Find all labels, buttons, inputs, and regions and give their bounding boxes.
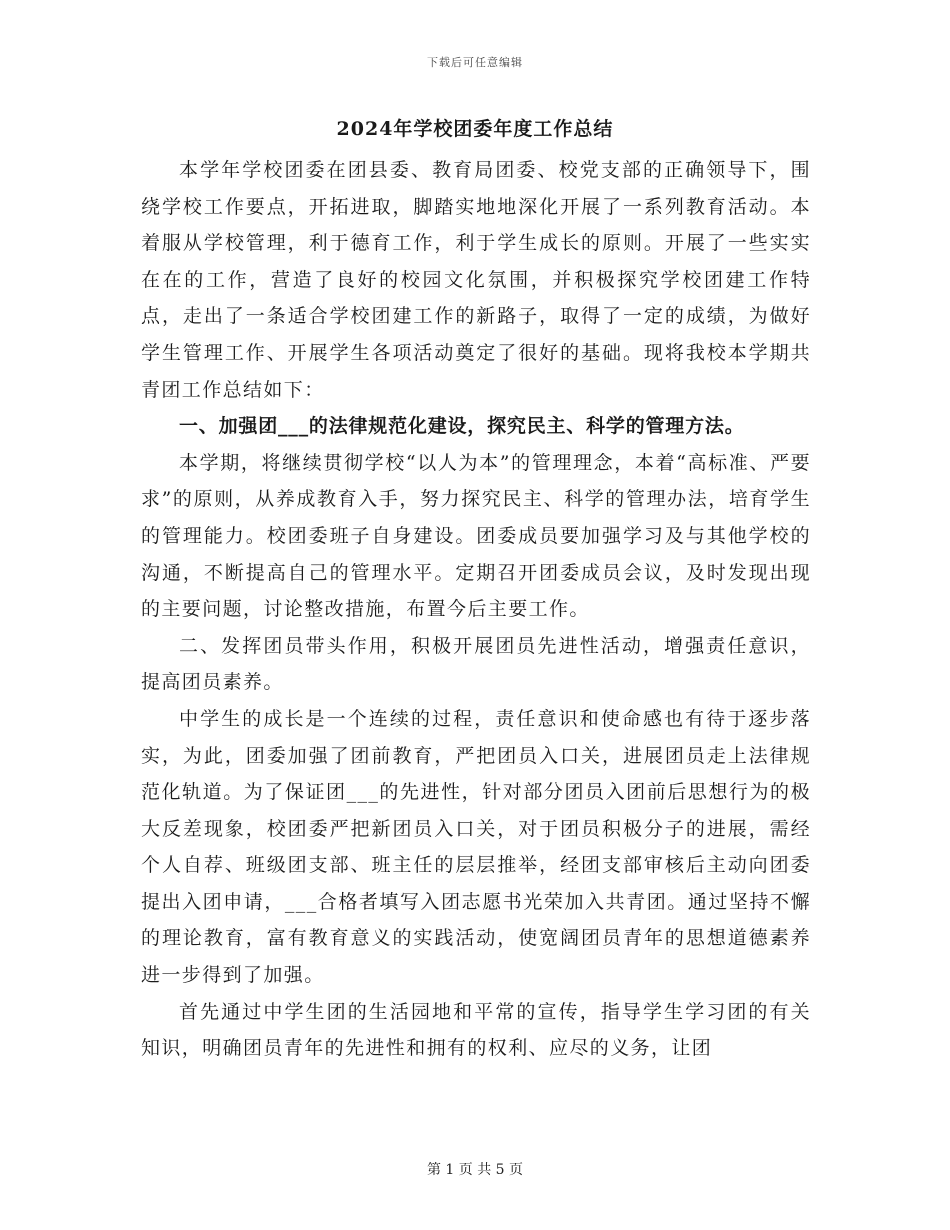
section-heading-2: 二、发挥团员带头作用，积极开展团员先进性活动，增强责任意识，提高团员素养。 — [141, 634, 811, 694]
paragraph-intro: 本学年学校团委在团县委、教育局团委、校党支部的正确领导下，围绕学校工作要点，开拓进取，脚踏实地地深化开展了一系列教育活动。本着服从学校管理，利于德育工作，利于学生成长的原则。开展了一些实实在在的工作，营造了良好的校园文化氛围，并积极探究学校团建工作特点，走出了一条适合学校团建工作的新路子，取得了一定的成绩，为做好学生管理工作、开展学生各项活动奠定了很好的基础。现将我校本学期共青团工作总结如下： — [141, 159, 811, 401]
document-body — [141, 152, 811, 1067]
paragraph-section-2-continued: 首先通过中学生团的生活园地和平常的宣传，指导学生学习团的有关知识，明确团员青年的先进性和拥有的权利、应尽的义务，让团 — [141, 1000, 811, 1060]
paragraph-section-2: 中学生的成长是一个连续的过程，责任意识和使命感也有待于逐步落实，为此，团委加强了团前教育，严把团员入口关，进展团员走上法律规范化轨道。为了保证团___的先进性，针对部分团员入团前后思想行为的极大反差现象，校团委严把新团员入口关，对于团员积极分子的进展，需经个人自荐、班级团支部、班主任的层层推举，经团支部审核后主动向团委提出入团申请，___合格者填写入团志愿书光荣加入共青团。通过坚持不懈的理论教育，富有教育意义的实践活动，使宽阔团员青年的思想道德素养进一步得到了加强。 — [141, 707, 811, 987]
document-title: 2024年学校团委年度工作总结 — [336, 118, 614, 140]
paragraph-section-1: 本学期，将继续贯彻学校“以人为本”的管理理念，本着“高标准、严要求”的原则，从养成教育入手，努力探究民主、科学的管理办法，培育学生的管理能力。校团委班子自身建设。团委成员要加强学习及与其他学校的沟通，不断提高自己的管理水平。定期召开团委成员会议，及时发现出现的主要问题，讨论整改措施，布置今后主要工作。 — [141, 451, 811, 621]
header-note: 下载后可任意编辑 — [427, 56, 523, 69]
page-footer: 第 1 页 共 5 页 — [426, 1162, 524, 1178]
section-heading-1: 一、加强团___的法律规范化建设，探究民主、科学的管理方法。 — [179, 415, 745, 438]
